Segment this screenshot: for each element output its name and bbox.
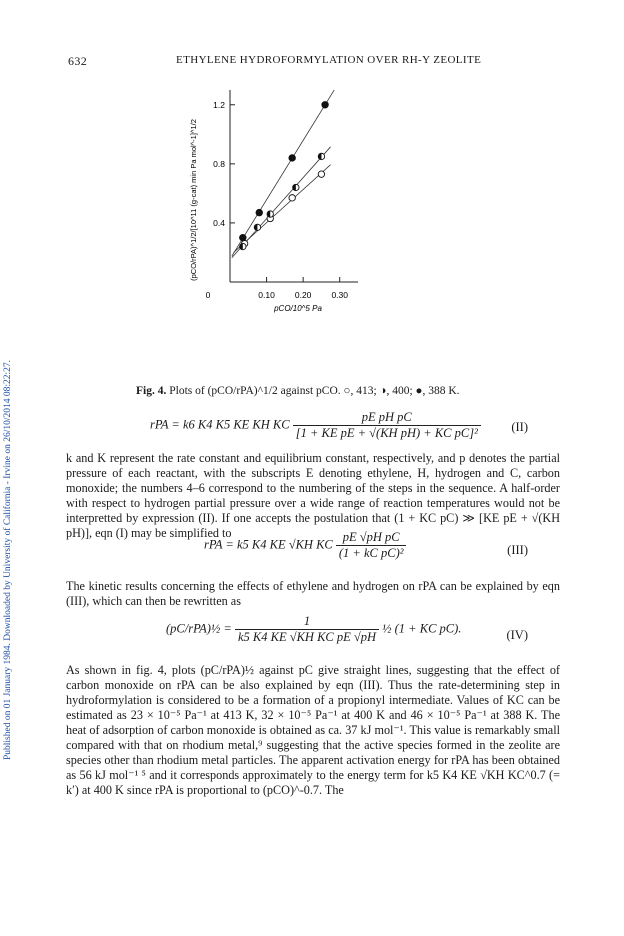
figure-label: Fig. 4. xyxy=(136,385,167,397)
data-point xyxy=(240,234,246,240)
x-tick-label: 0.10 xyxy=(258,290,275,300)
data-point xyxy=(256,209,262,215)
x-axis-label: pCO/10^5 Pa xyxy=(274,304,322,313)
y-tick-label: 0.4 xyxy=(213,217,225,228)
data-point xyxy=(322,102,328,108)
data-point xyxy=(293,184,299,190)
paragraph-2: The kinetic results concerning the effects of ethylene and hydrogen on rPA can be explained by eqn (III), which can then be rewritten as xyxy=(66,579,560,608)
eq2-denominator: [1 + KE pE + √(KH pH) + KC pC]² xyxy=(295,426,478,440)
data-point xyxy=(318,153,324,159)
eq4-denominator: k5 K4 KE √KH KC pE √pH xyxy=(237,630,377,644)
equation-IV xyxy=(166,614,461,645)
eq3-numerator: pE √pH pC xyxy=(336,530,407,546)
eq3-denominator: (1 + kC pC)² xyxy=(338,546,404,560)
eq4-fraction xyxy=(235,614,379,645)
eq3-fraction xyxy=(336,530,407,561)
x-tick-label: 0.20 xyxy=(294,290,312,300)
tick-layer xyxy=(206,100,349,300)
data-point xyxy=(254,224,260,230)
eq2-numerator: pE pH pC xyxy=(293,410,481,426)
download-sidebar xyxy=(2,120,16,760)
eq4-tag: (IV) xyxy=(506,628,528,642)
running-head: ETHYLENE HYDROFORMYLATION OVER RH-Y ZEOLITE xyxy=(176,54,482,66)
y-tick-label: 1.2 xyxy=(213,99,225,110)
eq4-rhs: ½ (1 + KC pC). xyxy=(382,621,462,636)
figure-4-chart xyxy=(180,82,380,382)
download-notice: Published on 01 January 1984. Downloaded by University of California - Irvine on 26/10/2014 08:22:27. xyxy=(3,359,13,760)
equation-III xyxy=(204,530,406,561)
figure-caption xyxy=(136,385,460,397)
page-number: 632 xyxy=(68,54,88,68)
paragraph-1: k and K represent the rate constant and equilibrium constant, respectively, and p denotes the partial pressure of each reactant, with the subscripts E denoting ethylene, H, hydrogen and C, carbon monoxide; the numbers 4–6 correspond to the numbering of the steps in the sequence. A half-order with respect to hydrogen partial pressure over a wide range of reaction temperatures would not be interpretted by expression (II). If one accepts the postulation that (1 + KC pC) ≫ [KE pE + √(KH pH)], eqn (I) may be simplified to xyxy=(66,451,560,540)
paragraph-3: As shown in fig. 4, plots (pC/rPA)½ against pC give straight lines, suggesting that the effect of carbon monoxide on rPA can be also explained by eqn (III). Thus the rate-determining step in hydroformylation is considered to be a formation of a propionyl intermediate. Values of KC can be estimated as 23 × 10⁻⁵ Pa⁻¹ at 413 K, 32 × 10⁻⁵ Pa⁻¹ at 400 K and 46 × 10⁻⁵ Pa⁻¹ at 388 K. The heat of adsorption of carbon monoxide is obtained as ca. 37 kJ mol⁻¹. This value is remarkably small compared with that on rhodium metal,⁹ suggesting that the active species formed in the zeolite are species other than rhodium metal particles. The apparent activation energy for rPA has been obtained as 56 kJ mol⁻¹ ⁵ and it corresponds approximately to the energy term for k5 K4 KE √KH KC^0.7 (= k′) at 400 K since rPA is proportional to (pCO)^-0.7. The xyxy=(66,663,560,797)
data-points xyxy=(240,102,329,250)
y-axis-label: (pCO/rPA)^1/2/[10^11 (g-cat) min Pa mol^-1]^1/2 xyxy=(189,119,198,281)
eq4-lhs: (pC/rPA)½ = xyxy=(166,621,235,636)
eq4-numerator: 1 xyxy=(235,614,379,630)
equation-II xyxy=(150,410,481,441)
eq2-lhs: rPA = k6 K4 K5 KE KH KC xyxy=(150,417,290,432)
x-tick-label: 0 xyxy=(205,290,211,300)
eq3-lhs: rPA = k5 K4 KE √KH KC xyxy=(204,537,333,552)
data-point xyxy=(289,155,295,161)
figure-caption-text: Plots of (pCO/rPA)^1/2 against pCO. ○, 413; ◑, 400; ●, 388 K. xyxy=(166,385,460,397)
eq2-tag: (II) xyxy=(511,420,528,434)
x-tick-label: 0.30 xyxy=(331,290,348,300)
data-point xyxy=(289,195,295,201)
data-point xyxy=(267,211,273,217)
page-header xyxy=(68,54,564,70)
y-tick-label: 0.8 xyxy=(213,158,225,169)
eq3-tag: (III) xyxy=(507,543,528,557)
data-point xyxy=(318,171,324,177)
data-point xyxy=(240,243,246,249)
eq2-fraction xyxy=(293,410,481,441)
